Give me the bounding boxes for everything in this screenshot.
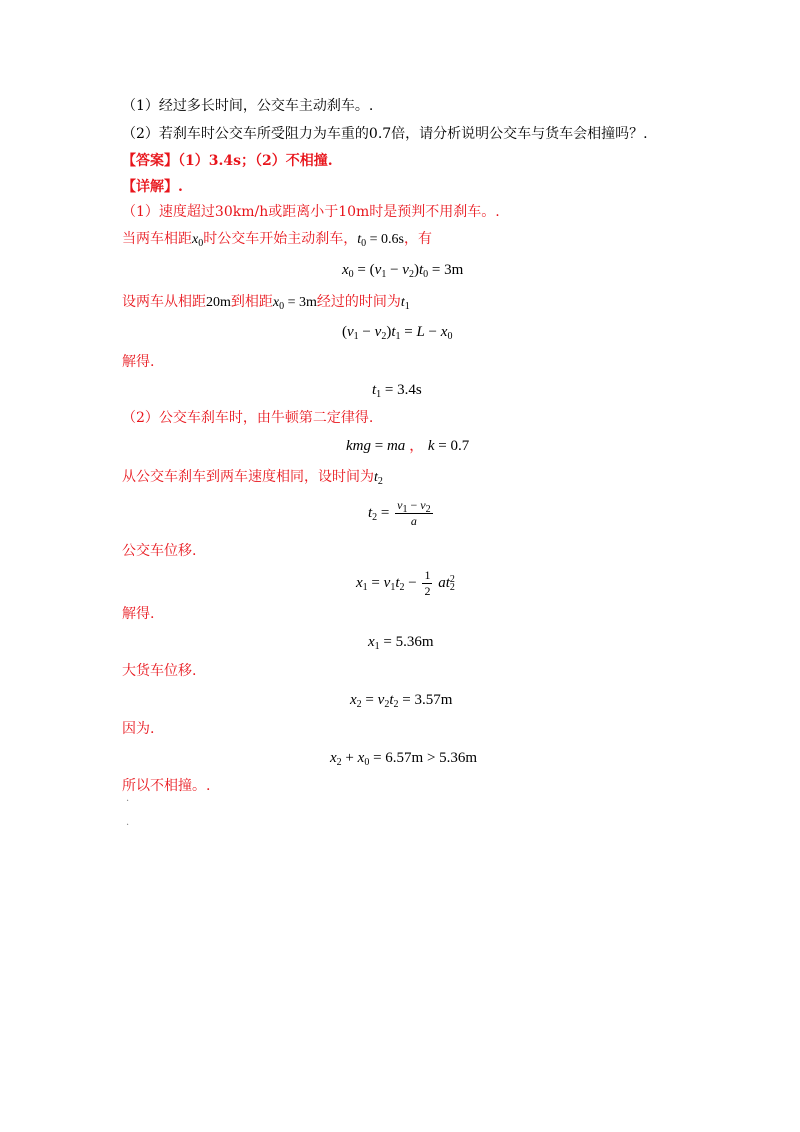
equation-x1-result: $x_1 = 5.36m$ bbox=[368, 634, 434, 652]
equation-t2: $t_2$ = $\frac{v_1 - v_2}{a}$ bbox=[368, 498, 431, 528]
math-x0: $x_0$ bbox=[192, 232, 204, 249]
answer-text: （1）3.4s；（2）不相撞. bbox=[178, 153, 333, 169]
math-x0-equals: $x_0 = 3m$ bbox=[272, 295, 317, 312]
question-1: （1）经过多长时间，公交车主动刹车。. bbox=[122, 98, 374, 114]
fraction-t2: $\frac{v_1 - v_2}{a}$ bbox=[397, 498, 431, 528]
answer-label: 【答案】 bbox=[122, 153, 178, 169]
equation-x1: $x_1 = v_1t_2$ − $\frac{1}{2}$ $at_2^2$ bbox=[356, 568, 455, 598]
truck-displacement-label: 大货车位移. bbox=[122, 663, 197, 679]
solve-label-1: 解得. bbox=[122, 354, 155, 370]
bus-displacement-label: 公交车位移. bbox=[122, 543, 197, 559]
solution-line-time-t1: 设两车从相距20m到相距$x_0 = 3m$经过的时间为$t_1$ bbox=[122, 294, 410, 312]
paragraph-mark: · bbox=[126, 796, 130, 807]
conclusion: 所以不相撞。. bbox=[122, 778, 211, 794]
paragraph-mark: · bbox=[126, 820, 130, 831]
equation-x0: $x_0 = (v_1 - v_2)t_0 = 3m$ bbox=[342, 262, 464, 280]
detail-label: 【详解】. bbox=[122, 179, 183, 195]
equation-t1-result: $t_1 = 3.4s$ bbox=[372, 382, 422, 400]
solution-part1-intro: （1）速度超过30km/h或距离小于10m时是预判不用刹车。. bbox=[122, 204, 500, 220]
equation-t1: $(v_1 - v_2)t_1 = L - x_0$ bbox=[342, 324, 453, 342]
solution-line-time-t2: 从公交车刹车到两车速度相同，设时间为$t_2$ bbox=[122, 469, 383, 487]
question-2: （2）若刹车时公交车所受阻力为车重的0.7倍，请分析说明公交车与货车会相撞吗？. bbox=[122, 126, 648, 142]
solve-label-2: 解得. bbox=[122, 606, 155, 622]
math-t0: $t_0 = 0.6s$ bbox=[357, 232, 404, 249]
inequality-compare: $x_2 + x_0 = 6.57m > 5.36m$ bbox=[330, 750, 478, 768]
because-label: 因为. bbox=[122, 721, 155, 737]
answer-line bbox=[122, 151, 333, 171]
equation-x2: $x_2 = v_2t_2 = 3.57m$ bbox=[350, 692, 453, 710]
equation-newton: kmg = ma ， k = 0.7 bbox=[346, 438, 470, 454]
solution-line-brake-start: 当两车相距$x_0$时公交车开始主动刹车，$t_0 = 0.6s$，有 bbox=[122, 231, 432, 249]
solution-part2-intro: （2）公交车刹车时，由牛顿第二定律得. bbox=[122, 410, 374, 426]
fraction-half: $\frac{1}{2}$ bbox=[424, 568, 431, 598]
